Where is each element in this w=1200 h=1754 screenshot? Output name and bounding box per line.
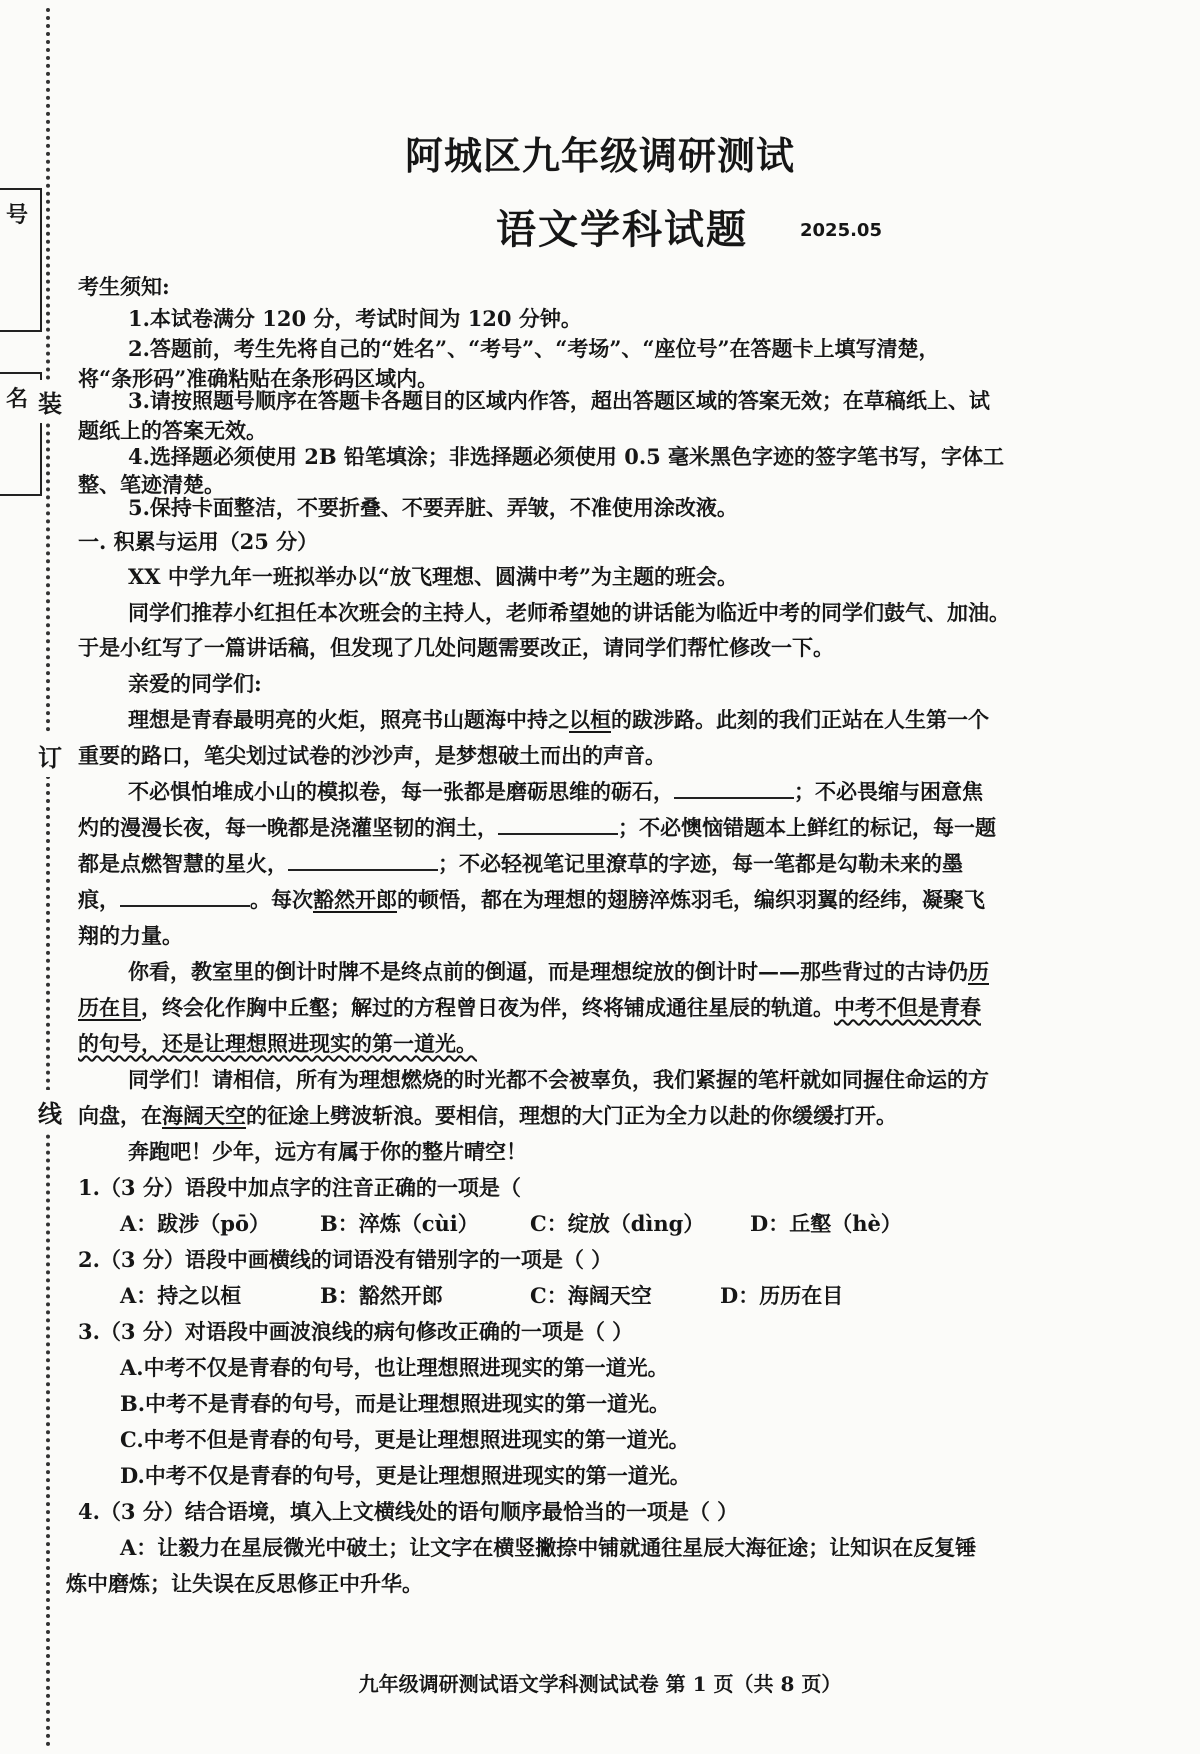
wavy-underlined-sentence: 中考不但是青春 (834, 995, 981, 1020)
speech-paragraph-3-cont (78, 1027, 1128, 1061)
answer-blank-2[interactable] (498, 811, 618, 835)
wavy-underlined-sentence: 的句号，还是让理想照进现实的第一道光。 (78, 1031, 477, 1056)
exam-date: 2025.05 (800, 220, 882, 241)
binding-word-ding: 订 (38, 734, 62, 777)
exam-number-label: 号 (6, 202, 29, 228)
question-4-stem: 4.（3 分）结合语境，填入上文横线处的语句顺序最恰当的一项是（ ） (78, 1499, 739, 1524)
option-b[interactable]: B：淬炼（cùi） (320, 1211, 479, 1236)
notice-item: 题纸上的答案无效。 (78, 418, 267, 443)
option-a[interactable]: A：跋涉（pō） (120, 1211, 270, 1236)
speech-paragraph-2-cont: 灼的漫漫长夜，每一晚都是浇灌坚韧的润土， ；不必懊恼错题本上鲜红的标记，每一题 (78, 811, 1128, 845)
option-b[interactable]: B.中考不是青春的句号，而是让理想照进现实的第一道光。 (120, 1391, 671, 1416)
option-a[interactable]: A：让毅力在星辰微光中破土；让文字在横竖撇捺中铺就通往星辰大海征途；让知识在反复锤 (120, 1535, 977, 1560)
answer-blank-4[interactable] (120, 883, 250, 907)
speech-paragraph-3-cont: 历在目，终会化作胸中丘壑；解过的方程曾日夜为伴，终将铺成通往星辰的轨道。中考不但是青春 (78, 995, 981, 1020)
binding-word-xian: 线 (38, 1090, 62, 1133)
underlined-word: 以桓 (569, 707, 611, 732)
notice-item: 4.选择题必须使用 2B 铅笔填涂；非选择题必须使用 0.5 毫米黑色字迹的签字笔书写，字体工 (128, 444, 1005, 469)
speech-paragraph-4-cont: 向盘，在海阔天空的征途上劈波斩浪。要相信，理想的大门正为全力以赴的你缓缓打开。 (78, 1103, 897, 1128)
notice-item: 将“条形码”准确粘贴在条形码区域内。 (78, 366, 439, 391)
option-d[interactable]: D：丘壑（hè） (750, 1211, 902, 1236)
option-c[interactable]: C：海阔天空 (530, 1283, 652, 1308)
notice-item: 3.请按照题号顺序在答题卡各题目的区域内作答，超出答题区域的答案无效；在草稿纸上、试 (128, 388, 990, 413)
notice-heading: 考生须知: (78, 274, 170, 299)
binding-dotted-line (46, 8, 50, 1748)
speech-paragraph-2-cont: 都是点燃智慧的星火， ；不必轻视笔记里潦草的字迹，每一笔都是勾勒未来的墨 (78, 847, 1128, 881)
underlined-word: 海阔天空 (162, 1103, 246, 1128)
option-c[interactable]: C：绽放（dìng） (530, 1211, 705, 1236)
intro-line: 于是小红写了一篇讲话稿，但发现了几处问题需要改正，请同学们帮忙修改一下。 (78, 635, 834, 660)
speech-paragraph-2-cont: 翔的力量。 (78, 923, 183, 948)
question-1-stem: 1.（3 分）语段中加点字的注音正确的一项是（ (78, 1175, 521, 1200)
option-d[interactable]: D：历历在目 (720, 1283, 844, 1308)
notice-item: 2.答题前，考生先将自己的“姓名”、“考号”、“考场”、“座位号”在答题卡上填写清楚， (128, 336, 940, 361)
underlined-word: 豁然开郎 (313, 887, 397, 912)
speech-paragraph-1-cont: 重要的路口，笔尖划过试卷的沙沙声，是梦想破土而出的声音。 (78, 743, 666, 768)
speech-greeting: 亲爱的同学们: (128, 671, 262, 696)
exam-title: 阿城区九年级调研测试 (404, 133, 795, 178)
notice-item: 5.保持卡面整洁，不要折叠、不要弄脏、弄皱，不准使用涂改液。 (128, 495, 738, 520)
underlined-word: 历 (968, 959, 989, 984)
option-a[interactable]: A：持之以桓 (120, 1283, 242, 1308)
answer-blank-3[interactable] (288, 847, 438, 871)
name-box[interactable] (0, 372, 42, 496)
question-1-options (120, 1207, 1170, 1241)
section-heading: 一. 积累与运用（25 分） (78, 529, 319, 554)
speech-paragraph-4: 同学们！请相信，所有为理想燃烧的时光都不会被辜负，我们紧握的笔杆就如同握住命运的方 (128, 1067, 989, 1092)
speech-paragraph-3: 你看，教室里的倒计时牌不是终点前的倒逼，而是理想绽放的倒计时——那些背过的古诗仍历 (128, 959, 989, 984)
question-2-options (120, 1279, 1170, 1313)
answer-blank-1[interactable] (674, 775, 794, 799)
question-2-stem: 2.（3 分）语段中画横线的词语没有错别字的一项是（ ） (78, 1247, 613, 1272)
option-b[interactable]: B：豁然开郎 (320, 1283, 443, 1308)
option-a-cont: 炼中磨炼；让失误在反思修正中升华。 (66, 1571, 423, 1596)
speech-paragraph-2: 不必惧怕堆成小山的模拟卷，每一张都是磨砺思维的砺石， ；不必畏缩与困意焦 (128, 775, 1178, 809)
notice-item: 整、笔迹清楚。 (78, 472, 225, 497)
speech-paragraph-1: 理想是青春最明亮的火炬，照亮书山题海中持之以桓的跋涉路。此刻的我们正站在人生第一个 (128, 707, 989, 732)
notice-item: 1.本试卷满分 120 分，考试时间为 120 分钟。 (128, 306, 582, 331)
option-c[interactable]: C.中考不但是青春的句号，更是让理想照进现实的第一道光。 (120, 1427, 690, 1452)
question-3-stem: 3.（3 分）对语段中画波浪线的病句修改正确的一项是（ ） (78, 1319, 634, 1344)
intro-line: XX 中学九年一班拟举办以“放飞理想、圆满中考”为主题的班会。 (128, 564, 739, 589)
subject-title: 语文学科试题 (496, 206, 748, 253)
page-footer: 九年级调研测试语文学科测试试卷 第 1 页（共 8 页） (358, 1672, 842, 1696)
intro-line: 同学们推荐小红担任本次班会的主持人，老师希望她的讲话能为临近中考的同学们鼓气、加油。 (128, 600, 1010, 625)
binding-word-zhuang: 装 (38, 380, 62, 423)
speech-closing: 奔跑吧！少年，远方有属于你的整片晴空！ (128, 1139, 527, 1164)
name-label: 名 (6, 386, 29, 412)
option-d[interactable]: D.中考不仅是青春的句号，更是让理想照进现实的第一道光。 (120, 1463, 691, 1488)
exam-number-box[interactable] (0, 188, 42, 332)
speech-paragraph-2-cont: 痕， 。每次豁然开郎的顿悟，都在为理想的翅膀淬炼羽毛，编织羽翼的经纬，凝聚飞 (78, 883, 1128, 917)
underlined-word: 历在目 (78, 995, 141, 1020)
option-a[interactable]: A.中考不仅是青春的句号，也让理想照进现实的第一道光。 (120, 1355, 669, 1380)
